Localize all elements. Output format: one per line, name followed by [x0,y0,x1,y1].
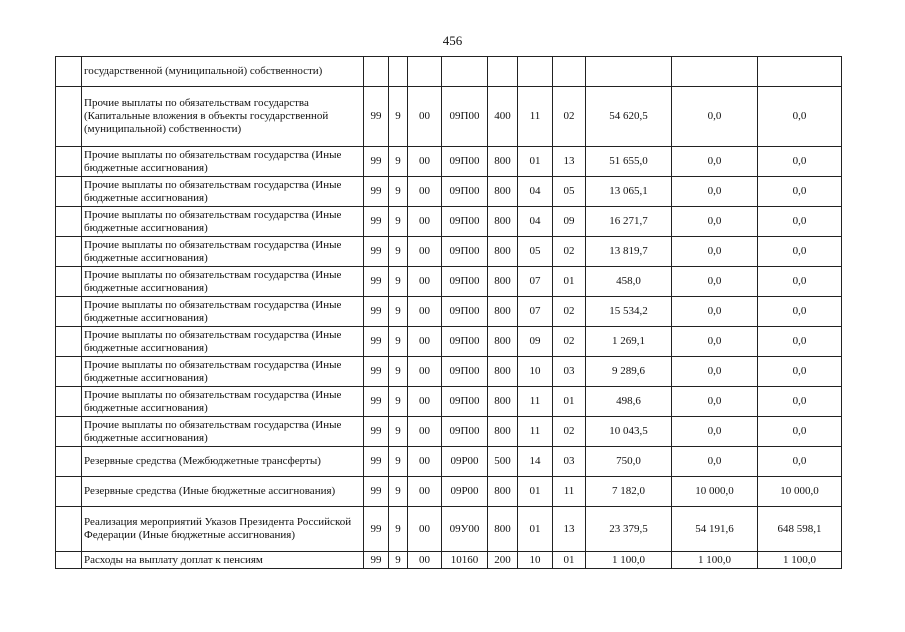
amount-cell-3: 0,0 [758,297,842,327]
target-article-cell [442,57,488,87]
amount-cell-1 [586,57,672,87]
code-cell: 99 [364,177,389,207]
amount-cell-2: 0,0 [672,267,758,297]
amount-cell-3: 0,0 [758,147,842,177]
code-cell: 9 [389,177,408,207]
amount-cell-1: 51 655,0 [586,147,672,177]
subsection-cell: 02 [553,87,586,147]
row-number-cell [56,177,82,207]
amount-cell-3: 0,0 [758,327,842,357]
expense-type-cell: 800 [488,267,518,297]
code-cell: 9 [389,507,408,552]
row-number-cell [56,57,82,87]
amount-cell-1: 13 065,1 [586,177,672,207]
code-cell: 00 [408,507,442,552]
section-cell: 11 [518,87,553,147]
amount-cell-1: 23 379,5 [586,507,672,552]
code-cell: 00 [408,177,442,207]
amount-cell-1: 7 182,0 [586,477,672,507]
code-cell: 9 [389,237,408,267]
amount-cell-3: 0,0 [758,387,842,417]
target-article-cell: 09Р00 [442,477,488,507]
amount-cell-3: 1 100,0 [758,552,842,569]
code-cell: 00 [408,297,442,327]
amount-cell-2: 0,0 [672,447,758,477]
amount-cell-2 [672,57,758,87]
table-row [56,267,842,297]
amount-cell-1: 1 100,0 [586,552,672,569]
code-cell: 99 [364,477,389,507]
table-body [56,57,842,569]
target-article-cell: 09П00 [442,207,488,237]
amount-cell-1: 498,6 [586,387,672,417]
expense-type-cell: 800 [488,207,518,237]
code-cell: 00 [408,357,442,387]
table-row [56,477,842,507]
expense-type-cell: 800 [488,177,518,207]
amount-cell-2: 0,0 [672,147,758,177]
expense-type-cell [488,57,518,87]
amount-cell-1: 9 289,6 [586,357,672,387]
code-cell: 00 [408,87,442,147]
code-cell: 9 [389,552,408,569]
subsection-cell: 01 [553,552,586,569]
code-cell: 9 [389,357,408,387]
subsection-cell: 01 [553,267,586,297]
code-cell: 9 [389,477,408,507]
amount-cell-2: 0,0 [672,327,758,357]
code-cell: 99 [364,357,389,387]
code-cell: 99 [364,387,389,417]
amount-cell-1: 10 043,5 [586,417,672,447]
table-row [56,297,842,327]
code-cell [389,57,408,87]
code-cell: 00 [408,327,442,357]
amount-cell-2: 0,0 [672,87,758,147]
row-number-cell [56,207,82,237]
amount-cell-2: 0,0 [672,207,758,237]
target-article-cell: 09П00 [442,297,488,327]
target-article-cell: 09П00 [442,177,488,207]
expense-name-cell: Прочие выплаты по обязательствам государства (Иные бюджетные ассигнования) [82,267,364,297]
expense-name-cell: государственной (муниципальной) собственности) [82,57,364,87]
subsection-cell [553,57,586,87]
expense-type-cell: 800 [488,477,518,507]
section-cell: 11 [518,387,553,417]
table-row [56,552,842,569]
row-number-cell [56,237,82,267]
target-article-cell: 09П00 [442,237,488,267]
expense-name-cell: Прочие выплаты по обязательствам государства (Иные бюджетные ассигнования) [82,177,364,207]
row-number-cell [56,447,82,477]
subsection-cell: 03 [553,447,586,477]
table-row [56,207,842,237]
section-cell: 10 [518,552,553,569]
table-row [56,87,842,147]
code-cell: 9 [389,327,408,357]
target-article-cell: 09П00 [442,87,488,147]
section-cell: 01 [518,477,553,507]
target-article-cell: 09П00 [442,357,488,387]
subsection-cell: 02 [553,297,586,327]
code-cell: 99 [364,447,389,477]
expense-name-cell: Прочие выплаты по обязательствам государства (Иные бюджетные ассигнования) [82,147,364,177]
target-article-cell: 09Р00 [442,447,488,477]
amount-cell-3: 0,0 [758,177,842,207]
code-cell: 99 [364,237,389,267]
row-number-cell [56,87,82,147]
code-cell: 00 [408,387,442,417]
amount-cell-1: 16 271,7 [586,207,672,237]
section-cell: 07 [518,267,553,297]
amount-cell-2: 0,0 [672,417,758,447]
amount-cell-3: 0,0 [758,447,842,477]
section-cell: 10 [518,357,553,387]
code-cell: 99 [364,207,389,237]
amount-cell-3: 0,0 [758,207,842,237]
expense-type-cell: 800 [488,147,518,177]
row-number-cell [56,297,82,327]
code-cell: 9 [389,207,408,237]
target-article-cell: 09П00 [442,387,488,417]
amount-cell-1: 750,0 [586,447,672,477]
code-cell: 99 [364,507,389,552]
row-number-cell [56,552,82,569]
expense-name-cell: Прочие выплаты по обязательствам государства (Иные бюджетные ассигнования) [82,297,364,327]
target-article-cell: 09П00 [442,147,488,177]
section-cell: 14 [518,447,553,477]
expense-type-cell: 800 [488,237,518,267]
amount-cell-2: 0,0 [672,387,758,417]
expense-type-cell: 800 [488,357,518,387]
code-cell: 99 [364,327,389,357]
amount-cell-2: 0,0 [672,177,758,207]
amount-cell-2: 0,0 [672,297,758,327]
table-row [56,357,842,387]
table-row [56,507,842,552]
amount-cell-1: 54 620,5 [586,87,672,147]
amount-cell-2: 1 100,0 [672,552,758,569]
code-cell: 9 [389,147,408,177]
expense-name-cell: Прочие выплаты по обязательствам государства (Капитальные вложения в объекты государственной (муниципальной) собственности) [82,87,364,147]
amount-cell-2: 0,0 [672,237,758,267]
row-number-cell [56,477,82,507]
expense-type-cell: 800 [488,507,518,552]
code-cell: 00 [408,447,442,477]
expense-name-cell: Расходы на выплату доплат к пенсиям [82,552,364,569]
subsection-cell: 02 [553,237,586,267]
expense-type-cell: 400 [488,87,518,147]
code-cell [408,57,442,87]
row-number-cell [56,387,82,417]
code-cell: 00 [408,552,442,569]
amount-cell-3 [758,57,842,87]
amount-cell-1: 15 534,2 [586,297,672,327]
amount-cell-3: 0,0 [758,237,842,267]
code-cell: 99 [364,87,389,147]
section-cell: 04 [518,207,553,237]
code-cell: 9 [389,447,408,477]
code-cell: 9 [389,387,408,417]
expense-name-cell: Резервные средства (Иные бюджетные ассигнования) [82,477,364,507]
table-row [56,147,842,177]
expense-name-cell: Прочие выплаты по обязательствам государства (Иные бюджетные ассигнования) [82,327,364,357]
table-row [56,327,842,357]
code-cell: 00 [408,477,442,507]
amount-cell-3: 0,0 [758,417,842,447]
subsection-cell: 02 [553,327,586,357]
target-article-cell: 09П00 [442,327,488,357]
code-cell [364,57,389,87]
subsection-cell: 05 [553,177,586,207]
expense-name-cell: Прочие выплаты по обязательствам государства (Иные бюджетные ассигнования) [82,417,364,447]
subsection-cell: 13 [553,507,586,552]
section-cell: 07 [518,297,553,327]
row-number-cell [56,507,82,552]
expense-name-cell: Реализация мероприятий Указов Президента Российской Федерации (Иные бюджетные ассигнования) [82,507,364,552]
code-cell: 99 [364,552,389,569]
expense-name-cell: Прочие выплаты по обязательствам государства (Иные бюджетные ассигнования) [82,207,364,237]
expense-name-cell: Прочие выплаты по обязательствам государства (Иные бюджетные ассигнования) [82,387,364,417]
code-cell: 00 [408,267,442,297]
expense-name-cell: Прочие выплаты по обязательствам государства (Иные бюджетные ассигнования) [82,237,364,267]
table-row [56,447,842,477]
page-number: 456 [442,33,463,48]
amount-cell-1: 13 819,7 [586,237,672,267]
section-cell: 04 [518,177,553,207]
section-cell: 01 [518,507,553,552]
target-article-cell: 09П00 [442,267,488,297]
budget-table [55,56,842,569]
subsection-cell: 01 [553,387,586,417]
row-number-cell [56,267,82,297]
expense-type-cell: 200 [488,552,518,569]
amount-cell-1: 458,0 [586,267,672,297]
code-cell: 00 [408,237,442,267]
section-cell: 01 [518,147,553,177]
code-cell: 00 [408,417,442,447]
code-cell: 99 [364,297,389,327]
section-cell [518,57,553,87]
code-cell: 99 [364,267,389,297]
amount-cell-3: 10 000,0 [758,477,842,507]
amount-cell-3: 648 598,1 [758,507,842,552]
amount-cell-2: 0,0 [672,357,758,387]
code-cell: 9 [389,267,408,297]
expense-type-cell: 800 [488,387,518,417]
code-cell: 00 [408,207,442,237]
table-row [56,387,842,417]
row-number-cell [56,357,82,387]
amount-cell-1: 1 269,1 [586,327,672,357]
expense-type-cell: 800 [488,417,518,447]
amount-cell-3: 0,0 [758,357,842,387]
code-cell: 99 [364,147,389,177]
code-cell: 9 [389,297,408,327]
expense-type-cell: 800 [488,327,518,357]
amount-cell-3: 0,0 [758,87,842,147]
table-row [56,57,842,87]
expense-name-cell: Резервные средства (Межбюджетные трансферты) [82,447,364,477]
expense-type-cell: 500 [488,447,518,477]
amount-cell-3: 0,0 [758,267,842,297]
expense-name-cell: Прочие выплаты по обязательствам государства (Иные бюджетные ассигнования) [82,357,364,387]
subsection-cell: 09 [553,207,586,237]
section-cell: 11 [518,417,553,447]
row-number-cell [56,417,82,447]
table-row [56,417,842,447]
code-cell: 99 [364,417,389,447]
code-cell: 00 [408,147,442,177]
subsection-cell: 03 [553,357,586,387]
table-row [56,237,842,267]
subsection-cell: 11 [553,477,586,507]
amount-cell-2: 10 000,0 [672,477,758,507]
row-number-cell [56,327,82,357]
code-cell: 9 [389,417,408,447]
section-cell: 09 [518,327,553,357]
section-cell: 05 [518,237,553,267]
subsection-cell: 02 [553,417,586,447]
amount-cell-2: 54 191,6 [672,507,758,552]
expense-type-cell: 800 [488,297,518,327]
code-cell: 9 [389,87,408,147]
target-article-cell: 09П00 [442,417,488,447]
subsection-cell: 13 [553,147,586,177]
target-article-cell: 10160 [442,552,488,569]
target-article-cell: 09У00 [442,507,488,552]
table-row [56,177,842,207]
row-number-cell [56,147,82,177]
